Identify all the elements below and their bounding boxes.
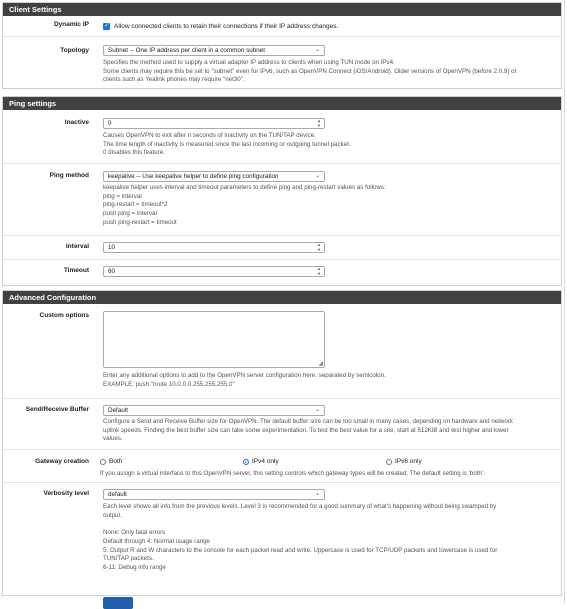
custom-options-textarea[interactable] <box>103 311 325 368</box>
spinner-icon[interactable]: ▲ ▼ <box>317 118 321 128</box>
interval-label: Interval <box>65 243 89 250</box>
spinner-icon[interactable]: ▲ ▼ <box>317 242 321 252</box>
radio-icon <box>100 459 106 465</box>
help-line: values. <box>103 435 123 443</box>
radio-selected-icon <box>243 459 249 465</box>
ping-method-row <box>3 164 561 236</box>
verbosity-row <box>3 483 561 595</box>
chevron-down-icon: ⌄ <box>314 47 320 53</box>
help-line: push ping = interval <box>103 210 157 218</box>
chevron-down-icon: ⌄ <box>314 491 320 497</box>
help-line: output. <box>103 511 122 519</box>
inactive-label: Inactive <box>64 119 89 126</box>
help-line: None: Only fatal errors <box>103 529 166 537</box>
ping-settings-title: Ping settings <box>3 97 561 110</box>
interval-value: 10 <box>108 244 116 251</box>
topology-value: Subnet -- One IP address per client in a common subnet <box>108 47 266 54</box>
radio-label: IPv4 only <box>252 458 279 465</box>
inactive-value: 0 <box>108 120 112 127</box>
timeout-row <box>3 260 561 285</box>
advanced-title: Advanced Configuration <box>3 291 561 304</box>
interval-row <box>3 236 561 260</box>
client-settings-title: Client Settings <box>3 3 561 16</box>
dynamic-ip-label: Dynamic IP <box>53 21 89 28</box>
help-line: keepalive helper uses interval and timeout parameters to define ping and ping-restart values as follows: <box>103 184 386 191</box>
gateway-row <box>3 450 561 483</box>
inactive-help <box>103 132 555 158</box>
buffer-label: Send/Receive Buffer <box>25 406 89 413</box>
radio-label: IPv6 only <box>395 458 422 465</box>
help-line: Some clients may require this be set to "subnet" even for IPv6, such as OpenVPN Connect (iOS/Android). Older versions of OpenVPN (before 2.0.9) or <box>103 67 517 75</box>
gateway-option-ipv6[interactable] <box>386 458 529 465</box>
ping-method-select[interactable] <box>103 171 325 182</box>
ping-method-help <box>103 184 555 228</box>
help-line: ping-restart = timeout*2 <box>103 201 168 209</box>
topology-label: Topology <box>60 47 89 54</box>
gateway-label: Gateway creation <box>35 458 89 465</box>
help-line: Causes OpenVPN to exit after n seconds of inactivity on the TUN/TAP device. <box>103 132 316 139</box>
scrollbar-edge <box>564 0 565 603</box>
ping-method-label: Ping method <box>49 172 89 179</box>
chevron-down-icon: ⌄ <box>314 407 320 413</box>
help-line: push ping-restart = timeout <box>103 218 177 226</box>
custom-options-help <box>103 372 555 389</box>
help-line <box>103 520 555 529</box>
timeout-input[interactable] <box>103 266 325 277</box>
help-line: clients such as Yealink phones may require "net30". <box>103 76 245 84</box>
radio-label: Both <box>109 458 123 465</box>
custom-options-row <box>3 304 561 399</box>
help-line: Specifies the method used to supply a virtual adapter IP address to clients when using TUN mode on IPv4. <box>103 59 395 66</box>
inactive-row <box>3 110 561 164</box>
resize-grip-icon[interactable]: ◢ <box>318 361 323 367</box>
verbosity-help <box>103 503 555 573</box>
dynamic-ip-row <box>3 16 561 37</box>
verbosity-value: default <box>108 491 127 498</box>
gateway-option-both[interactable] <box>100 458 243 465</box>
client-settings-panel <box>2 2 562 89</box>
interval-input[interactable] <box>103 242 325 253</box>
spinner-icon[interactable]: ▲ ▼ <box>317 266 321 276</box>
help-line: Configure a Send and Receive Buffer size for OpenVPN. The default buffer size can be too small in many cases, depending on hardware and network <box>103 418 513 425</box>
dynamic-ip-checkbox[interactable] <box>103 23 555 30</box>
radio-icon <box>386 459 392 465</box>
checkmark-icon: ✓ <box>103 23 110 29</box>
buffer-value: Default <box>108 407 128 414</box>
help-line: TUN/TAP packets. <box>103 555 154 563</box>
buffer-select[interactable] <box>103 405 325 416</box>
topology-help <box>103 59 555 85</box>
help-line: 6-11: Debug info range <box>103 563 166 571</box>
help-line: 5: Output R and W characters to the console for each packet read and write. Uppercase is used for TCP/UDP packets and lowercase is used for <box>103 546 498 554</box>
timeout-value: 60 <box>108 268 116 275</box>
verbosity-select[interactable] <box>103 489 325 500</box>
ping-method-value: keepalive -- Use keepalive helper to define ping configuration <box>108 173 279 180</box>
inactive-input[interactable] <box>103 118 325 129</box>
help-line: EXAMPLE: push "route 10.0.0.0 255.255.255.0" <box>103 380 235 388</box>
save-button[interactable] <box>103 597 133 609</box>
help-line: Default through 4: Normal usage range <box>103 537 210 545</box>
buffer-row <box>3 399 561 450</box>
help-line: The time length of inactivity is measured since the last incoming or outgoing tunnel packet. <box>103 140 351 148</box>
ping-settings-panel <box>2 96 562 286</box>
help-line: Each level shows all info from the previous levels. Level 3 is recommended for a good summary of what's happening without being swamped by <box>103 503 497 510</box>
buffer-help <box>103 418 555 444</box>
chevron-down-icon: ⌄ <box>314 173 320 179</box>
verbosity-label: Verbosity level <box>43 490 89 497</box>
gateway-help: If you assign a virtual interface to this OpenVPN server, this setting controls which gateway types will be created. The default setting is 'both'. <box>100 470 485 477</box>
gateway-option-ipv4[interactable] <box>243 458 386 465</box>
gateway-radio-group <box>100 458 552 465</box>
timeout-label: Timeout <box>63 267 89 274</box>
help-line: uplink speeds. Finding the best buffer size can take some experimentation. To test the best value for a site, start at 512KiB and test higher and lower <box>103 426 509 434</box>
dynamic-ip-text: Allow connected clients to retain their connections if their IP address changes. <box>114 23 339 30</box>
topology-select[interactable] <box>103 45 325 56</box>
help-line: ping = interval <box>103 192 142 200</box>
help-line: 0 disables this feature. <box>103 149 165 157</box>
topology-row <box>3 37 561 89</box>
custom-options-label: Custom options <box>39 312 89 319</box>
help-line: Enter any additional options to add to the OpenVPN server configuration here, separated by semicolon. <box>103 372 386 379</box>
advanced-panel <box>2 290 562 596</box>
